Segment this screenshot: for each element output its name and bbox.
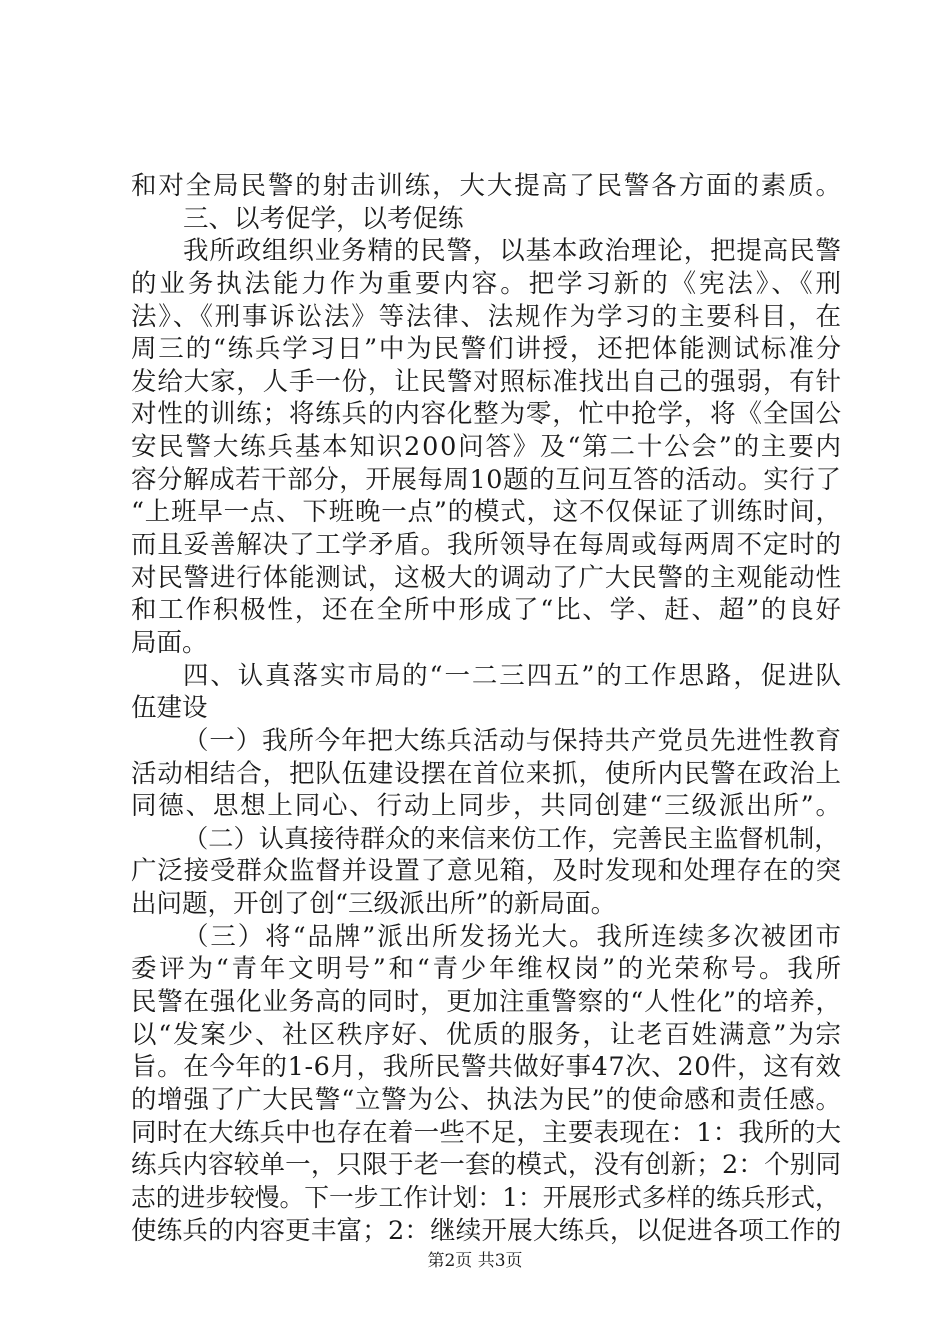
text-line: 安民警大练兵基本知识200问答》及“第二十公会”的主要内 [131,432,843,463]
text-line: 志的进步较慢。下一步工作计划：1：开展形式多样的练兵形式， [131,1182,840,1212]
text-line: 四、认真落实市局的“一二三四五”的工作思路，促进队 [183,660,843,691]
text-line: 而且妥善解决了工学矛盾。我所领导在每周或每两周不定时的 [131,530,842,561]
text-line: 对民警进行体能测试，这极大的调动了广大民警的主观能动性 [131,562,842,593]
text-line: 的业务执法能力作为重要内容。把学习新的《宪法》、《刑 [131,268,844,299]
text-line: 我所政组织业务精的民警，以基本政治理论，把提高民警 [183,236,842,267]
text-line: 伍建设 [131,693,208,724]
text-line: 练兵内容较单一，只限于老一套的模式，没有创新；2：个别同 [131,1150,842,1181]
page-number-label: 第2页 共3页 [427,1251,523,1271]
text-line: 周三的“练兵学习日”中为民警们讲授，还把体能测试标准分 [131,334,843,365]
text-line: 和对全局民警的射击训练，大大提高了民警各方面的素质。 [131,171,843,201]
text-line: 对性的训练；将练兵的内容化整为零，忙中抢学，将《全国公 [131,399,842,430]
text-line: 委评为“青年文明号”和“青少年维权岗”的光荣称号。我所 [131,954,844,985]
text-line: 活动相结合，把队伍建设摆在首位来抓，使所内民警在政治上 [131,758,842,789]
text-line: 以“发案少、社区秩序好、优质的服务，让老百姓满意”为宗 [131,1019,843,1050]
text-line: 使练兵的内容更丰富；2：继续开展大练兵，以促进各项工作的 [131,1215,842,1246]
page-footer [0,1250,950,1272]
text-line: 局面。 [131,627,208,658]
text-line: 民警在强化业务高的同时，更加注重警察的“人性化”的培养， [131,987,842,1018]
text-line: 三、以考促学，以考促练 [183,203,464,234]
text-line: 的增强了广大民警“立警为公、执法为民”的使命感和责任感。 [131,1084,842,1115]
text-line: 和工作积极性，还在全所中形成了“比、学、赶、超”的良好 [131,595,843,626]
text-line: 同德、思想上同心、行动上同步，共同创建“三级派出所”。 [131,791,843,822]
text-line: 广泛接受群众监督并设置了意见箱，及时发现和处理存在的突 [131,856,842,887]
text-line: （三）将“品牌”派出所发扬光大。我所连续多次被团市 [183,921,843,952]
text-line: 发给大家，人手一份，让民警对照标准找出自己的强弱，有针 [131,366,842,397]
document-body [131,170,844,1247]
text-line: 出问题，开创了创“三级派出所”的新局面。 [131,889,617,920]
text-line: “上班早一点、下班晚一点”的模式，这不仅保证了训练时间， [131,497,842,528]
text-line: （一）我所今年把大练兵活动与保持共产党员先进性教育 [183,725,842,756]
text-line: 法》、《刑事诉讼法》等法律、法规作为学习的主要科目，在 [131,301,843,332]
text-line: 旨。在今年的1-6月，我所民警共做好事47次、20件，这有效 [131,1052,842,1083]
text-line: 同时在大练兵中也存在着一些不足，主要表现在：1：我所的大 [131,1117,842,1148]
text-line: 容分解成若干部分，开展每周10题的互问互答的活动。实行了 [131,464,842,495]
text-line: （二）认真接待群众的来信来仿工作，完善民主监督机制， [183,823,840,853]
